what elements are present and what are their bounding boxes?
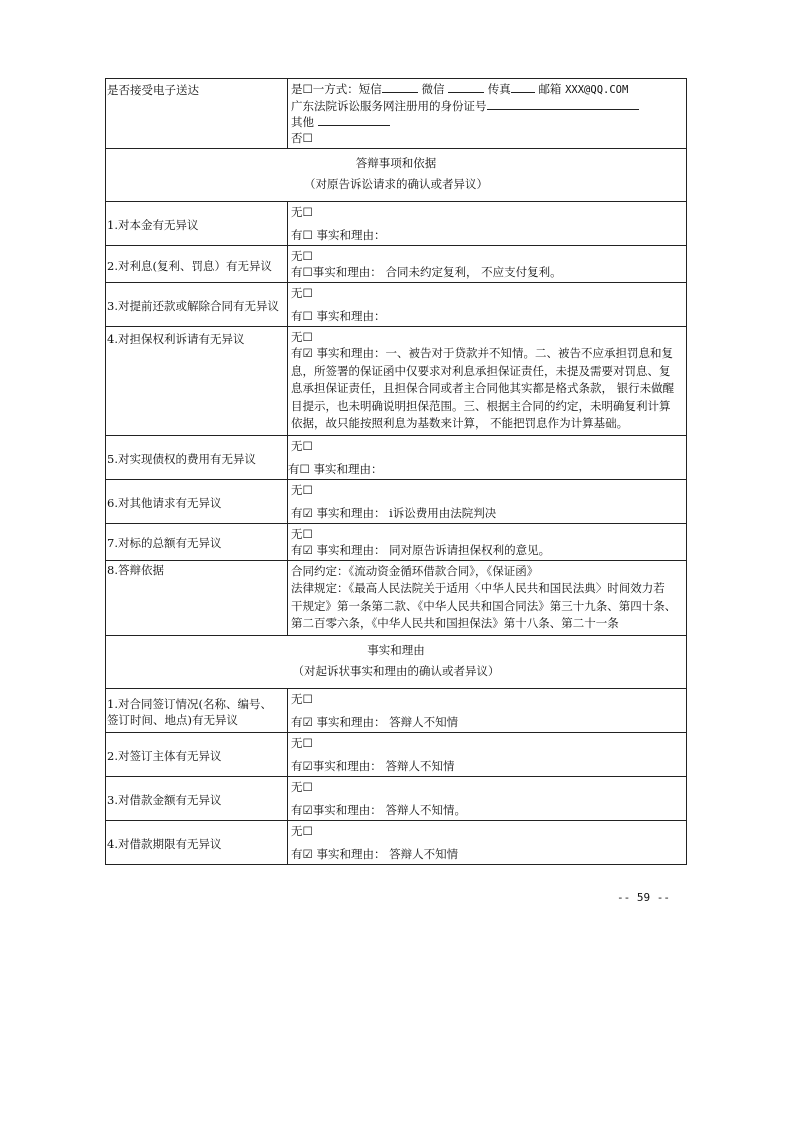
defense-item-row xyxy=(106,246,687,283)
defense-item-label: 3.对提前还款或解除合同有无异议 xyxy=(106,283,288,327)
defense-item-label: 4.对担保权利诉请有无异议 xyxy=(106,327,288,436)
objection-reason-line: 目提示，也未明确说明担保范围。三、根据主合同的约定，未明确复利计算 xyxy=(291,398,671,413)
delivery-no-option[interactable]: 否☐ xyxy=(291,131,313,145)
defense-section-cell xyxy=(106,149,687,202)
delivery-label: 是否接受电子送达 xyxy=(106,79,288,149)
wechat-blank[interactable] xyxy=(448,81,484,93)
fact-item-label xyxy=(106,688,288,732)
basis-line: 干规定》第一条第二款、《中华人民共和国合同法》第三十九条、第四十条、 xyxy=(291,598,677,613)
no-objection-option[interactable]: 无☐ xyxy=(291,330,313,344)
delivery-options xyxy=(288,79,687,149)
has-objection-option[interactable]: 有☑ 事实和理由： 答辩人不知情 xyxy=(291,714,459,729)
facts-section-title: 事实和理由 xyxy=(367,642,425,657)
other-label: 其他 xyxy=(291,115,314,129)
has-objection-option[interactable]: 有☑事实和理由： 答辩人不知情。 xyxy=(291,802,466,817)
has-objection-option[interactable]: 有☑ 事实和理由： 答辩人不知情 xyxy=(291,846,459,861)
delivery-yes-option[interactable]: 是☐一方式：短信 xyxy=(291,82,382,96)
objection-reason-line: 息，所签署的保证函中仅要求对利息承担保证责任，未提及需要对罚息、复 xyxy=(291,363,671,378)
defense-item-label: 2.对利息(复利、罚息）有无异议 xyxy=(106,246,288,283)
fact-item-label: 4.对借款期限有无异议 xyxy=(106,820,288,864)
basis-line: 合同约定：《流动资金循环借款合同》，《保证函》 xyxy=(291,563,539,578)
fact-item-label: 2.对签订主体有无异议 xyxy=(106,732,288,776)
defense-item-label: 6.对其他请求有无异议 xyxy=(106,479,288,523)
fact-item-label-line: 签订时间、地点)有无异议 xyxy=(107,712,238,727)
no-objection-option[interactable]: 无☐ xyxy=(291,205,313,219)
page-number: -- 59 -- xyxy=(617,891,670,904)
facts-section-cell xyxy=(106,635,687,688)
no-objection-option[interactable]: 无☐ xyxy=(291,438,313,453)
fact-item-label-line: 1.对合同签订情况(名称、编号、 xyxy=(107,696,272,711)
no-objection-option[interactable]: 无☐ xyxy=(291,482,313,497)
fact-item-row xyxy=(106,688,687,732)
document-page xyxy=(105,78,687,865)
id-number-line xyxy=(291,98,684,114)
basis-line: 第二百零六条，《中华人民共和国担保法》第十八条、第二十一条 xyxy=(291,616,619,630)
other-blank[interactable] xyxy=(318,114,390,126)
fax-label: 传真 xyxy=(487,82,511,96)
defense-item-row xyxy=(106,523,687,560)
no-objection-option[interactable]: 无☐ xyxy=(291,823,313,838)
facts-section-header xyxy=(106,635,687,688)
email-value: XXX@QQ.COM xyxy=(565,84,629,96)
has-objection-option[interactable]: 有☐ 事实和理由： xyxy=(291,228,386,242)
has-objection-option[interactable]: 有☐ 事实和理由： xyxy=(288,461,383,476)
other-line xyxy=(291,114,684,130)
email-label: 邮箱 xyxy=(538,82,562,96)
has-objection-option[interactable]: 有☑ 事实和理由： 同对原告诉请担保权利的意见。 xyxy=(291,542,551,557)
defense-item-row xyxy=(106,327,687,436)
defense-item-label: 1.对本金有无异议 xyxy=(106,202,288,246)
has-objection-option[interactable]: 有☑ 事实和理由： i诉讼费用由法院判决 xyxy=(291,505,497,520)
defense-item-label: 7.对标的总额有无异议 xyxy=(106,523,288,560)
has-objection-option[interactable]: 有☐ 事实和理由： xyxy=(291,309,386,323)
has-objection-option[interactable]: 有☑事实和理由： 答辩人不知情 xyxy=(291,758,455,773)
fact-item-row xyxy=(106,732,687,776)
objection-reason-line: 依据，故只能按照利息为基数来计算， 不能把罚息作为计算基础。 xyxy=(291,416,629,430)
no-objection-option[interactable]: 无☐ xyxy=(291,286,313,300)
no-objection-option[interactable]: 无☐ xyxy=(291,779,313,794)
defense-basis-row xyxy=(106,560,687,635)
no-objection-option[interactable]: 无☐ xyxy=(291,526,313,541)
defense-item-row xyxy=(106,283,687,327)
has-objection-reason[interactable]: 有☑ 事实和理由：一、被告对于贷款并不知情。二、被告不应承担罚息和复 xyxy=(291,346,673,360)
delivery-row xyxy=(106,79,687,149)
defense-basis-label: 8.答辩依据 xyxy=(106,560,288,635)
basis-line: 法律规定：《最高人民法院关于适用〈中华人民共和国民法典〉时间效力若 xyxy=(291,581,665,595)
no-objection-option[interactable]: 无☐ xyxy=(291,735,313,750)
defense-form-table xyxy=(105,78,687,865)
defense-section-subtitle: （对原告诉讼请求的确认或者异议） xyxy=(304,177,488,191)
defense-item-row xyxy=(106,435,687,479)
facts-section-subtitle: （对起诉状事实和理由的确认或者异议） xyxy=(292,663,500,678)
fact-item-row xyxy=(106,820,687,864)
defense-item-label: 5.对实现债权的费用有无异议 xyxy=(106,435,288,479)
objection-reason-line: 息承担保证责任，且担保合同或者主合同他其实都是格式条款， 银行未做醒 xyxy=(291,381,675,395)
fax-blank[interactable] xyxy=(511,81,535,93)
id-number-blank[interactable] xyxy=(487,98,639,110)
sms-blank[interactable] xyxy=(382,81,418,93)
defense-section-title: 答辩事项和依据 xyxy=(355,156,437,170)
defense-section-header xyxy=(106,149,687,202)
id-number-label: 广东法院诉讼服务网注册用的身份证号 xyxy=(291,99,487,113)
has-objection-option[interactable]: 有☐事实和理由： 合同未约定复利， 不应支付复利。 xyxy=(291,265,562,279)
wechat-label: 微信 xyxy=(421,82,445,96)
no-objection-option[interactable]: 无☐ xyxy=(291,249,313,263)
no-objection-option[interactable]: 无☐ xyxy=(291,691,313,706)
fact-item-row xyxy=(106,776,687,820)
defense-item-row xyxy=(106,479,687,523)
delivery-methods-line xyxy=(291,81,684,98)
defense-item-row xyxy=(106,202,687,246)
fact-item-label: 3.对借款金额有无异议 xyxy=(106,776,288,820)
